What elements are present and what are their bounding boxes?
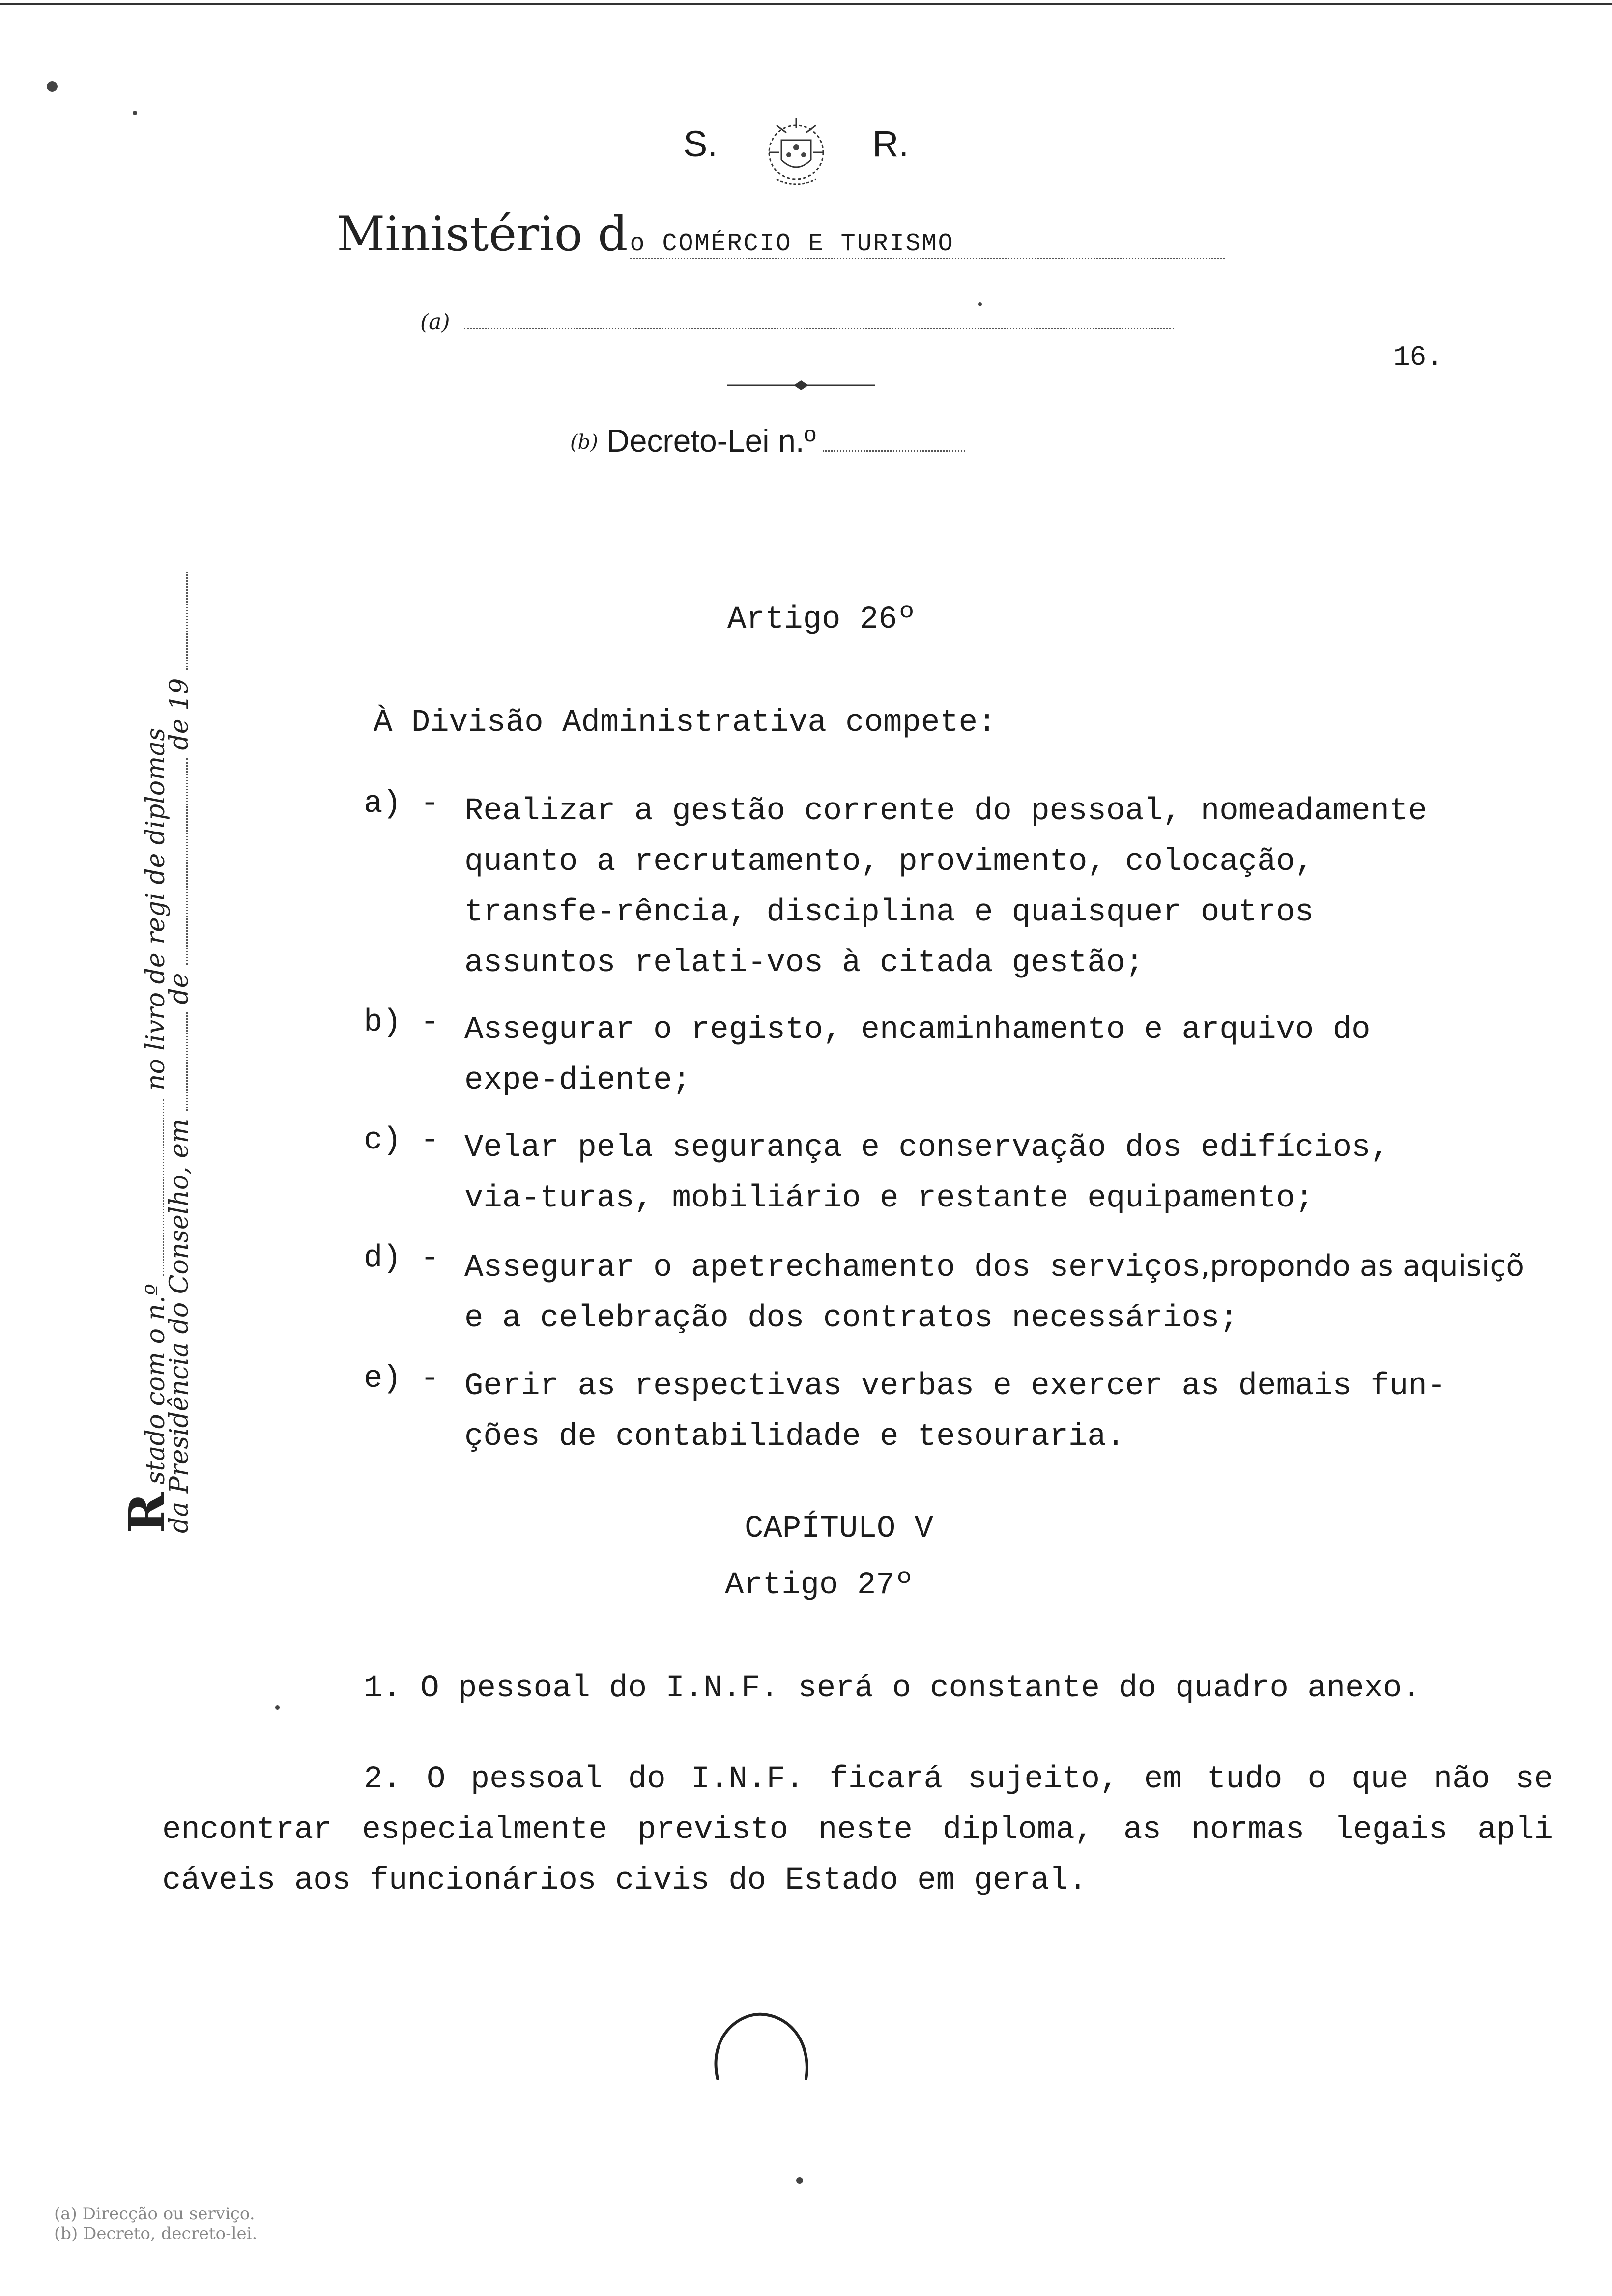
footnote-b: (b) Decreto, decreto-lei. <box>54 2224 258 2243</box>
letterhead-initial-right: R. <box>872 123 909 164</box>
margin-note-text-4: da Presidência do Conselho, em <box>165 1119 194 1533</box>
scan-speck <box>796 2177 803 2184</box>
decreto-blank <box>823 440 965 452</box>
directorate-label: (a) <box>420 310 450 335</box>
decreto-label: Decreto-Lei n.º <box>606 423 816 459</box>
ministry-prefix: Ministério d <box>337 206 628 261</box>
artigo-27-para-1: 1. O pessoal do I.N.F. será o constante do quadro anexo. <box>364 1671 1421 1706</box>
list-item-d-text <box>464 1241 1612 1344</box>
margin-note-blank-4 <box>178 572 188 670</box>
list-item-d-text-continued: e a celebração dos contratos necessários; <box>464 1301 1238 1336</box>
chapter-heading: CAPÍTULO V <box>745 1511 934 1547</box>
margin-note-text-2: no livro de regi <box>141 892 171 1091</box>
artigo-26-heading: Artigo 26º <box>727 602 917 637</box>
footnote-a: (a) Direcção ou serviço. <box>54 2204 255 2224</box>
directorate-blank <box>464 318 1174 329</box>
margin-note-line-2 <box>165 572 211 1533</box>
margin-note-line-1 <box>118 572 176 1533</box>
letterhead-initial-left: S. <box>683 123 718 164</box>
list-item-e-label: e) - <box>364 1361 439 1397</box>
scan-speck <box>275 1705 280 1710</box>
decreto-line <box>570 423 965 459</box>
margin-note-text-6: de 19 <box>165 678 194 750</box>
artigo-26-intro: À Divisão Administrativa compete: <box>374 705 997 741</box>
margin-note-text-3: de diplomas <box>141 727 171 885</box>
margin-note-text-1: stado com o n.º <box>141 1284 171 1485</box>
list-item-e-text: Gerir as respectivas verbas e exercer as demais fun-ções de contabilidade e tesouraria. <box>464 1369 1446 1455</box>
list-item-d-label: d) - <box>364 1241 439 1276</box>
list-item-d-handwritten-insert: ,propondo as aquisiçõ <box>1200 1249 1525 1283</box>
margin-note-blank-2 <box>178 1012 188 1111</box>
list-item-c-text: Velar pela segurança e conservação dos edifícios, via-turas, mobiliário e restante equipamento; <box>464 1130 1389 1216</box>
ministry-line <box>337 206 1225 261</box>
ornament-divider-icon <box>727 378 875 392</box>
list-item-d-text-typed: Assegurar o apetrechamento dos serviços <box>464 1250 1201 1286</box>
handwritten-circle-mark-icon <box>708 2005 816 2123</box>
directorate-line <box>420 310 1174 335</box>
margin-note-blank-3 <box>178 758 188 965</box>
list-item-a-label: a) - <box>364 786 439 822</box>
decreto-mark: (b) <box>570 431 598 454</box>
ministry-name: o COMÉRCIO E TURISMO <box>630 230 1225 259</box>
scan-speck <box>133 111 137 115</box>
margin-note-initial: R <box>118 1492 176 1533</box>
list-item-c-label: c) - <box>364 1123 439 1158</box>
list-item-a-text: Realizar a gestão corrente do pessoal, nomeadamente quanto a recrutamento, provimento, colocação, transfe-rência, disciplina e quaisquer outros assuntos relati-vos à citada gestão; <box>464 794 1427 981</box>
artigo-27-para-2: 2. O pessoal do I.N.F. ficará sujeito, em tudo o que não se encontrar especialmente previsto neste diploma, as normas legais apli cáveis aos funcionários civis do Estado em geral. <box>162 1762 1553 1898</box>
list-item-b-text: Assegurar o registo, encaminhamento e arquivo do expe-diente; <box>464 1012 1371 1098</box>
page-number: 16. <box>1393 342 1443 373</box>
artigo-27-heading: Artigo 27º <box>725 1568 914 1603</box>
footnotes <box>54 2204 257 2243</box>
coat-of-arms-icon <box>747 111 845 194</box>
top-border <box>0 3 1612 5</box>
margin-note-blank-1 <box>155 1099 164 1276</box>
scan-speck <box>47 81 58 92</box>
margin-note-text-5: de <box>165 973 194 1004</box>
list-item-b-label: b) - <box>364 1005 439 1040</box>
registration-margin-note <box>118 572 211 1533</box>
scan-speck <box>978 302 982 306</box>
